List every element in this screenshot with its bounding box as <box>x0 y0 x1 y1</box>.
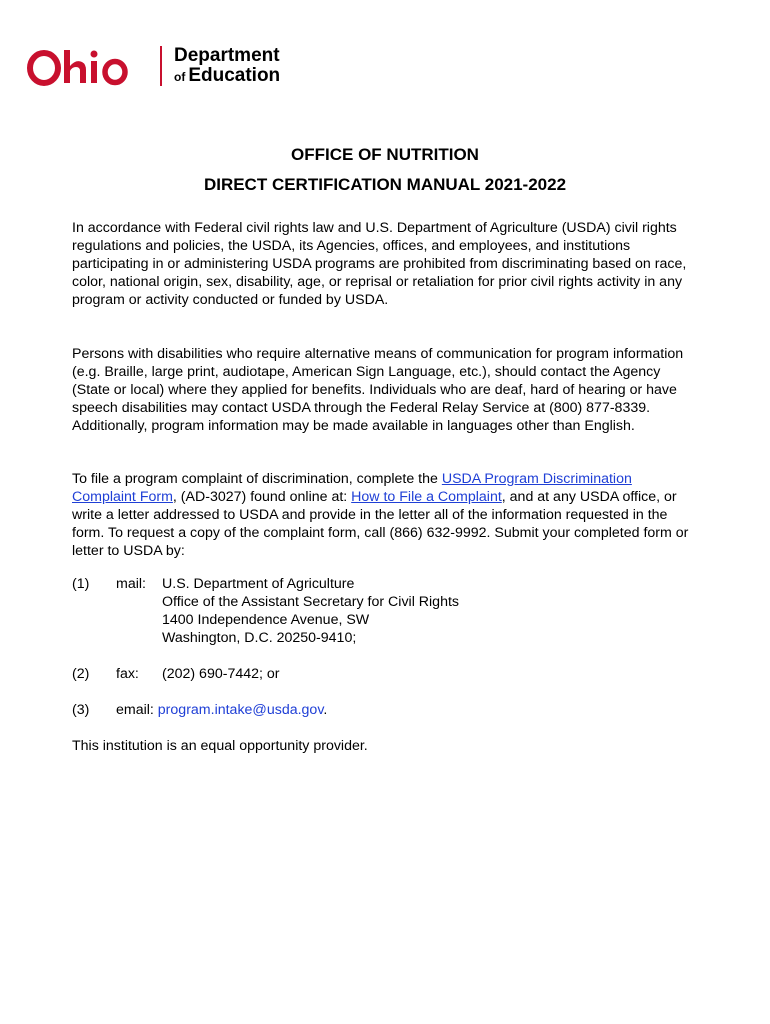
item-number: (1) <box>72 576 90 592</box>
address-line: Washington, D.C. 20250-9410; <box>162 630 357 646</box>
email-suffix: . <box>323 702 328 718</box>
ohio-department-of-education-logo <box>26 42 280 90</box>
email-line <box>116 701 327 719</box>
complaint-text-1: To file a program complaint of discrimination, complete the <box>72 471 442 487</box>
mail-address <box>162 575 459 647</box>
address-line: 1400 Independence Avenue, SW <box>162 612 370 628</box>
item-label: fax: <box>116 666 139 682</box>
item-label: email: <box>116 702 158 718</box>
disabilities-paragraph: Persons with disabilities who require alternative means of communication for program information (e.g. Braille, large print, audiotape, American Sign Language, etc.), should contact the Agency (State or local) where they applied for benefits. Individuals who are deaf, hard of hearing or have speech disabilities may contact USDA through the Federal Relay Service at (800) 877-8339. Additionally, program information may be made available in languages other than English. <box>72 346 684 434</box>
complaint-paragraph <box>72 470 692 560</box>
document-title-line1: OFFICE OF NUTRITION <box>291 145 479 164</box>
fax-number: (202) 690-7442; or <box>162 666 280 682</box>
complaint-text-2: , (AD-3027) found online at: <box>172 489 352 505</box>
address-line: U.S. Department of Agriculture <box>162 576 355 592</box>
email-link[interactable]: program.intake@usda.gov <box>157 702 324 718</box>
complaint-form-link[interactable]: USDA Program Discrimination Complaint Form <box>72 471 632 505</box>
department-name <box>174 46 280 86</box>
department-line1: Department <box>174 45 280 67</box>
department-of: of <box>174 70 186 84</box>
ohio-wordmark <box>26 42 146 90</box>
how-to-file-complaint-link[interactable]: How to File a Complaint <box>351 489 502 505</box>
department-line2 <box>174 66 280 86</box>
address-line: Office of the Assistant Secretary for Civil Rights <box>162 594 460 610</box>
equal-opportunity-statement: This institution is an equal opportunity provider. <box>72 738 368 754</box>
department-education: Education <box>188 65 281 86</box>
ohio-logo-icon <box>26 42 146 90</box>
item-number: (2) <box>72 666 90 682</box>
civil-rights-paragraph: In accordance with Federal civil rights law and U.S. Department of Agriculture (USDA) civil rights regulations and policies, the USDA, its Agencies, offices, and employees, and institutions participating in or administering USDA programs are prohibited from discriminating based on race, color, national origin, sex, disability, age, or reprisal or retaliation for prior civil rights activity in any program or activity conducted or funded by USDA. <box>72 220 687 308</box>
item-number: (3) <box>72 702 90 718</box>
complaint-text-3: , and at any USDA office, or write a letter addressed to USDA and provide in the letter all of the information requested in the form. To request a copy of the complaint form, call (866) 632-9992. Submit your completed form or letter to USDA by: <box>72 489 689 559</box>
item-label: mail: <box>116 576 146 592</box>
logo-divider <box>160 46 162 86</box>
document-title-line2: DIRECT CERTIFICATION MANUAL 2021-2022 <box>203 175 567 194</box>
